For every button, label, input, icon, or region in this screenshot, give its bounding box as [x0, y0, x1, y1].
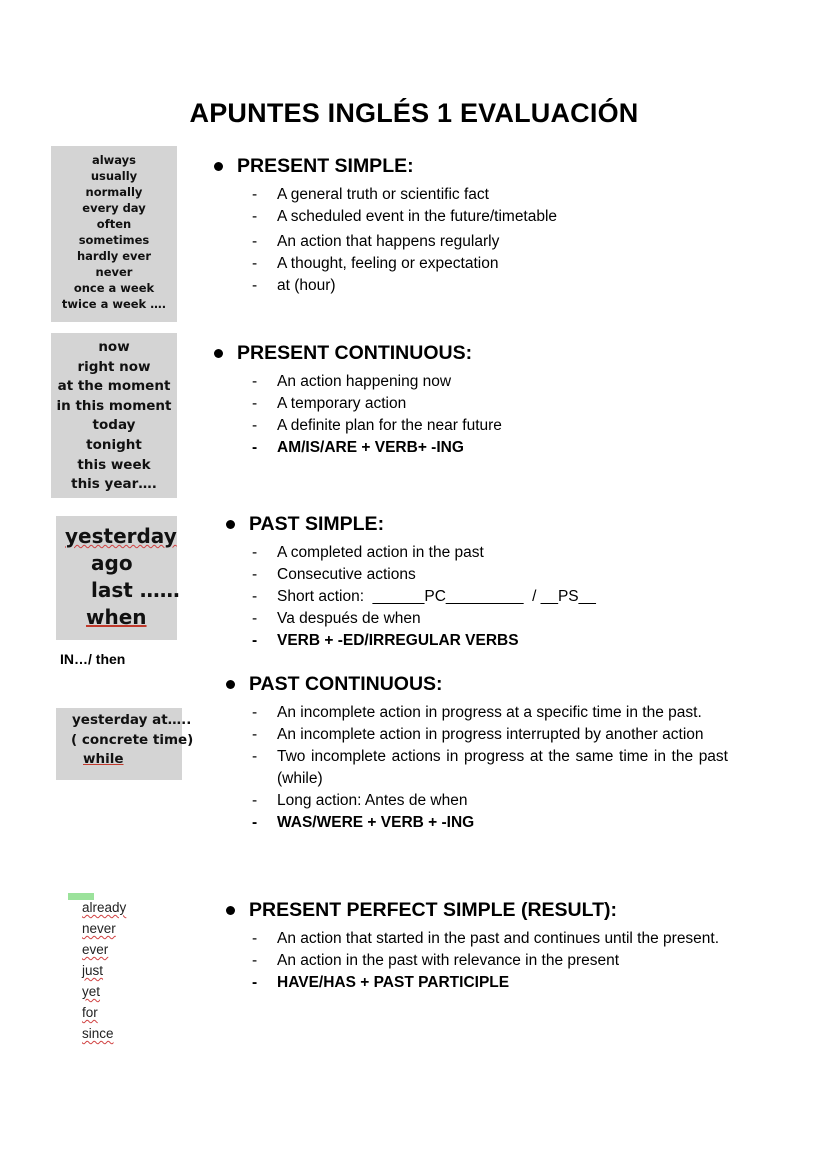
list-item: - An action in the past with relevance in the present [214, 950, 728, 972]
time-expression: yesterday at….. [72, 712, 192, 728]
time-expression: in this moment [56, 397, 172, 414]
list-item: - An incomplete action in progress interrupted by another action [214, 724, 728, 746]
list-item: - An incomplete action in progress at a specific time in the past. [214, 702, 728, 724]
present-perfect-adverbs-list [82, 897, 126, 1044]
time-expression: ever [82, 942, 109, 957]
time-expression: once a week [73, 281, 155, 295]
list-item: - Two incomplete actions in progress at the same time in the past (while) [214, 746, 728, 790]
past-continuous-time-expressions-box [56, 708, 194, 780]
bullet-icon [226, 906, 235, 915]
time-expression: ( concrete time) [71, 731, 194, 748]
time-expression: tonight [86, 436, 142, 453]
time-expression: while [83, 751, 124, 767]
bullet-icon [214, 349, 223, 358]
section-heading: PRESENT CONTINUOUS: [237, 342, 473, 364]
time-expression: this week [77, 456, 151, 473]
time-expression: right now [77, 358, 151, 375]
time-expression: hardly ever [76, 249, 152, 263]
time-expression: yesterday [65, 524, 177, 548]
time-expression: last …… [91, 578, 180, 602]
time-expression: yet [82, 984, 101, 999]
section-heading: PAST CONTINUOUS: [249, 673, 443, 695]
list-item: - AM/IS/ARE + VERB+ -ING [214, 437, 728, 459]
time-expression: today [92, 417, 136, 434]
section-past-simple [226, 513, 728, 652]
section-present-continuous [214, 342, 728, 459]
time-expression: usually [90, 169, 138, 183]
time-expression: sometimes [78, 233, 150, 247]
list-item: - An action that happens regularly [214, 231, 728, 253]
list-item: - HAVE/HAS + PAST PARTICIPLE [214, 972, 728, 994]
list-item: - An action happening now [214, 371, 728, 393]
section-heading: PRESENT SIMPLE: [237, 155, 414, 177]
time-expression: at the moment [57, 378, 171, 395]
time-expression: always [91, 153, 137, 167]
list-item: - WAS/WERE + VERB + -ING [214, 812, 728, 834]
time-expression: twice a week …. [61, 297, 167, 311]
list-item: - at (hour) [214, 275, 728, 297]
time-expression: often [96, 217, 132, 231]
time-expression: this year…. [71, 476, 157, 493]
bullet-icon [226, 520, 235, 529]
time-expression: now [98, 339, 130, 355]
time-expression: every day [82, 201, 146, 215]
page-title: APUNTES INGLÉS 1 EVALUACIÓN [189, 98, 639, 128]
list-item: - Short action: ______PC_________ / __PS__ [214, 586, 728, 608]
list-item: - Consecutive actions [214, 564, 728, 586]
time-expression: normally [85, 185, 143, 199]
present-simple-time-expressions-box [51, 146, 177, 322]
time-expression: just [82, 963, 104, 978]
section-present-simple [214, 155, 728, 297]
list-item: - A definite plan for the near future [214, 415, 728, 437]
time-expression: when [86, 605, 147, 629]
list-item: - Long action: Antes de when [214, 790, 728, 812]
time-expression: since [82, 1026, 114, 1041]
list-item: - A completed action in the past [214, 542, 728, 564]
time-expression: never [95, 265, 133, 279]
time-expression: ago [91, 551, 133, 575]
section-present-perfect-simple [226, 899, 728, 994]
present-continuous-time-expressions-box [51, 333, 177, 498]
bullet-icon [214, 162, 223, 171]
list-item: - A scheduled event in the future/timetable [214, 206, 728, 228]
section-heading: PRESENT PERFECT SIMPLE (RESULT): [249, 899, 617, 921]
section-heading: PAST SIMPLE: [249, 513, 385, 535]
past-simple-note: IN…/ then [60, 651, 126, 667]
list-item: - VERB + -ED/IRREGULAR VERBS [214, 630, 728, 652]
section-past-continuous [226, 673, 728, 834]
list-item: - A temporary action [214, 393, 728, 415]
past-simple-time-expressions-box [56, 516, 180, 640]
time-expression: already [82, 900, 127, 915]
list-item: - A general truth or scientific fact [214, 184, 728, 206]
bullet-icon [226, 680, 235, 689]
time-expression: for [82, 1005, 98, 1020]
list-item: - A thought, feeling or expectation [214, 253, 728, 275]
list-item: - An action that started in the past and continues until the present. [214, 928, 728, 950]
time-expression: never [82, 921, 116, 936]
list-item: - Va después de when [214, 608, 728, 630]
